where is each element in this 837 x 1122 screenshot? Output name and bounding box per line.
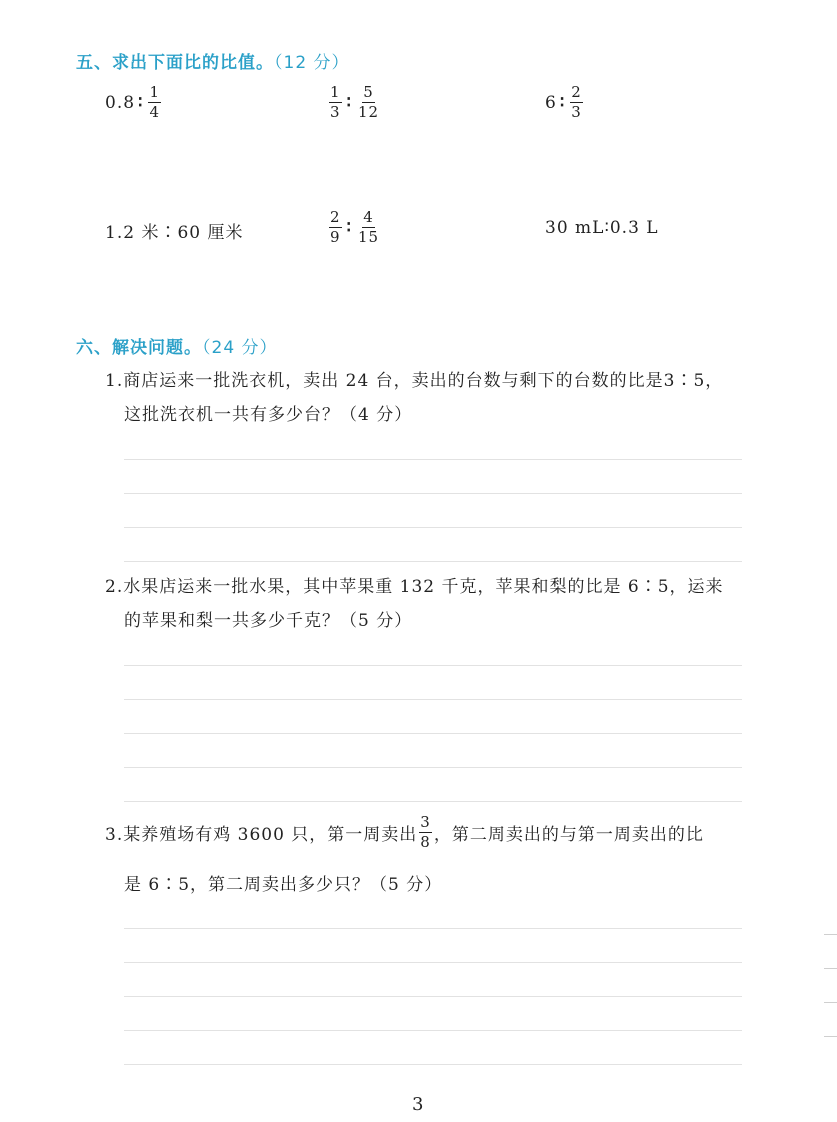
answer-line[interactable] [124,767,742,768]
ratio-c-colon: ∶ [559,92,566,113]
answer-line[interactable] [124,527,742,528]
question-3-line-1 [105,814,704,851]
answer-line[interactable] [124,928,742,929]
ratio-problem-d [105,218,243,243]
ratio-b-fraction-1 [329,84,342,121]
ratio-e-fraction-2 [357,209,380,246]
ratio-problem-b [327,84,382,121]
fraction-denominator: 3 [330,103,341,121]
ratio-b-fraction-2 [357,84,380,121]
question-1-line-1: 1.商店运来一批洗衣机，卖出 24 台，卖出的台数与剩下的台数的比是3∶5， [105,371,724,391]
fraction-denominator: 15 [357,228,380,246]
fraction-numerator: 1 [330,83,341,101]
question-3-text-before: 3.某养殖场有鸡 3600 只，第一周卖出 [105,825,418,845]
answer-line[interactable] [124,493,742,494]
answer-line[interactable] [124,801,742,802]
ratio-problem-a [105,84,163,121]
margin-mark [824,934,837,935]
answer-line[interactable] [124,1064,742,1065]
question-3-fraction [419,814,432,851]
ratio-a-colon: ∶ [138,92,144,113]
fraction-denominator: 3 [571,103,582,121]
answer-line[interactable] [124,561,742,562]
ratio-problem-c [545,84,585,121]
fraction-denominator: 12 [357,103,380,121]
answer-line[interactable] [124,699,742,700]
margin-mark [824,1036,837,1037]
ratio-e-fraction-1 [329,209,342,246]
ratio-d-text: 1.2 米∶60 厘米 [105,223,244,243]
fraction-numerator: 2 [571,83,582,101]
fraction-denominator: 8 [420,833,431,851]
section6-heading [76,333,278,358]
section5-title: 五、求出下面比的比值。 [76,53,274,73]
ratio-c-fraction [570,84,583,121]
ratio-a-fraction [148,84,161,121]
fraction-numerator: 4 [363,208,374,226]
fraction-numerator: 2 [330,208,341,226]
margin-mark [824,968,837,969]
fraction-numerator: 5 [363,83,374,101]
ratio-c-left: 6 [545,92,557,113]
section6-title: 六、解决问题。 [76,338,202,358]
ratio-problem-e [327,209,382,246]
answer-line[interactable] [124,733,742,734]
ratio-f-text: 30 mL∶0.3 L [545,218,659,238]
answer-line[interactable] [124,665,742,666]
answer-line[interactable] [124,962,742,963]
fraction-denominator: 9 [330,228,341,246]
answer-line[interactable] [124,996,742,997]
margin-mark [824,1002,837,1003]
ratio-e-colon: ∶ [346,217,352,238]
section5-heading [76,48,350,73]
ratio-a-left: 0.8 [105,92,136,113]
fraction-numerator: 1 [149,83,161,101]
question-3-text-after: ，第二周卖出的与第一周卖出的比 [433,825,704,845]
question-1-line-2: 这批洗衣机一共有多少台？（4 分） [124,405,413,425]
ratio-problem-f [545,218,659,238]
fraction-numerator: 3 [420,813,431,831]
answer-line[interactable] [124,459,742,460]
section5-score: （12 分） [274,53,350,73]
question-2-line-1: 2.水果店运来一批水果，其中苹果重 132 千克，苹果和梨的比是 6∶5，运来 [105,577,724,597]
section6-score: （24 分） [202,338,278,358]
question-3-line-2: 是 6∶5，第二周卖出多少只？（5 分） [124,875,443,895]
question-2-line-2: 的苹果和梨一共多少千克？（5 分） [124,611,413,631]
page-number: 3 [412,1094,424,1115]
fraction-denominator: 4 [149,103,161,121]
answer-line[interactable] [124,1030,742,1031]
ratio-b-colon: ∶ [346,92,352,113]
